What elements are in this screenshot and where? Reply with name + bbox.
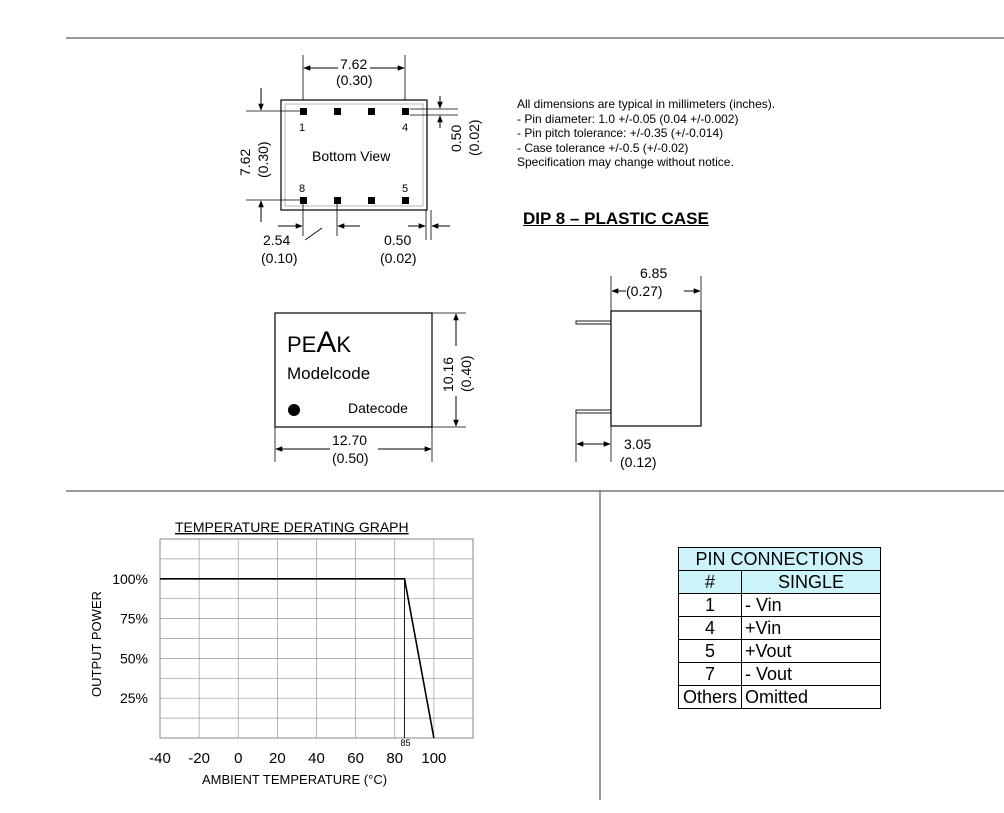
height-mm: 7.62 bbox=[237, 148, 253, 176]
width-in: (0.30) bbox=[336, 72, 373, 88]
model-code-label: Modelcode bbox=[287, 364, 371, 383]
table-row bbox=[679, 640, 881, 663]
pin-number: 4 bbox=[679, 617, 742, 640]
pin-label-1: 1 bbox=[299, 122, 306, 134]
pin-gap-in: (0.02) bbox=[380, 250, 417, 266]
top-view bbox=[275, 313, 474, 466]
depth-in: (0.27) bbox=[626, 283, 663, 299]
length-in: (0.50) bbox=[332, 450, 369, 466]
pin-number: 7 bbox=[679, 663, 742, 686]
pitch-mm: 2.54 bbox=[263, 232, 291, 248]
y-tick-label: 25% bbox=[119, 690, 148, 707]
x-tick-label: 20 bbox=[269, 750, 286, 767]
y-tick-label: 75% bbox=[119, 610, 148, 627]
note-line: - Pin diameter: 1.0 +/-0.05 (0.04 +/-0.002) bbox=[517, 111, 739, 126]
table-row bbox=[679, 594, 881, 617]
x-tick-label: 40 bbox=[308, 750, 325, 767]
pin-connections-table bbox=[678, 547, 881, 709]
x-tick-label: 0 bbox=[234, 750, 243, 767]
note-line: - Case tolerance +/-0.5 (+/-0.02) bbox=[517, 140, 689, 155]
pin-gap-mm: 0.50 bbox=[384, 232, 412, 248]
case-title: DIP 8 – PLASTIC CASE bbox=[523, 209, 709, 228]
pin-label-4: 4 bbox=[402, 122, 409, 134]
table-title: PIN CONNECTIONS bbox=[679, 548, 881, 571]
pin-number: Others bbox=[679, 686, 742, 709]
depth-mm: 6.85 bbox=[640, 265, 668, 281]
pin-signal: Omitted bbox=[742, 686, 881, 709]
side-pin-lower bbox=[576, 410, 611, 413]
date-code-label: Datecode bbox=[348, 400, 408, 416]
pin-pad bbox=[300, 108, 307, 115]
pin-signal: +Vin bbox=[742, 617, 881, 640]
width-mm: 7.62 bbox=[340, 56, 368, 72]
pin-signal: +Vout bbox=[742, 640, 881, 663]
table-row bbox=[679, 617, 881, 640]
height-in-top: (0.40) bbox=[458, 355, 474, 392]
pin-signal: - Vout bbox=[742, 663, 881, 686]
brand-logo: PEAK bbox=[287, 326, 352, 359]
derating-chart bbox=[89, 519, 473, 787]
side-pin-upper bbox=[576, 321, 611, 324]
pin-number: 5 bbox=[679, 640, 742, 663]
y-axis-label: OUTPUT POWER bbox=[89, 591, 104, 697]
pin-label-5: 5 bbox=[402, 183, 409, 195]
table-row bbox=[679, 663, 881, 686]
pin-pad bbox=[402, 108, 409, 115]
chart-title: TEMPERATURE DERATING GRAPH bbox=[175, 519, 409, 535]
height-in: (0.30) bbox=[255, 141, 271, 178]
bottom-view bbox=[237, 55, 482, 266]
pin-pad bbox=[300, 197, 307, 204]
x-tick-label: 100 bbox=[421, 750, 447, 767]
table-row bbox=[679, 686, 881, 709]
y-tick-label: 50% bbox=[119, 650, 148, 667]
pin-label-8: 8 bbox=[299, 183, 306, 195]
col-header-number: # bbox=[679, 571, 742, 594]
pin-length-in: (0.12) bbox=[620, 454, 657, 470]
x-tick-label: 60 bbox=[347, 750, 364, 767]
pin1-dot bbox=[288, 404, 300, 416]
note-line: Specification may change without notice. bbox=[517, 155, 734, 170]
pin-length-mm: 3.05 bbox=[624, 436, 652, 452]
pin-size-mm: 0.50 bbox=[448, 124, 464, 152]
pitch-in: (0.10) bbox=[261, 250, 298, 266]
dimension-notes bbox=[517, 97, 775, 170]
height-mm-top: 10.16 bbox=[440, 356, 456, 392]
y-tick-label: 100% bbox=[112, 570, 148, 587]
col-header-single: SINGLE bbox=[742, 571, 881, 594]
note-line: - Pin pitch tolerance: +/-0.35 (+/-0.014) bbox=[517, 126, 724, 141]
x-tick-label: -20 bbox=[188, 750, 210, 767]
side-view bbox=[576, 265, 701, 470]
side-view-outline bbox=[611, 311, 701, 426]
pin-pad bbox=[368, 108, 375, 115]
pin-pad bbox=[334, 197, 341, 204]
bottom-view-label: Bottom View bbox=[312, 148, 391, 164]
pin-size-in: (0.02) bbox=[466, 119, 482, 156]
pin-pad bbox=[334, 108, 341, 115]
x-axis-label: AMBIENT TEMPERATURE (°C) bbox=[202, 772, 388, 787]
pin-pad bbox=[368, 197, 375, 204]
x-tick-label: 80 bbox=[386, 750, 404, 767]
pin-signal: - Vin bbox=[742, 594, 881, 617]
x-tick-label: -40 bbox=[149, 750, 171, 767]
knee-annotation: 85 bbox=[400, 738, 411, 748]
pin-number: 1 bbox=[679, 594, 742, 617]
pin-pad bbox=[402, 197, 409, 204]
length-mm: 12.70 bbox=[332, 432, 368, 448]
note-line: All dimensions are typical in millimeters (inches). bbox=[517, 97, 776, 111]
leader-line bbox=[305, 228, 322, 240]
